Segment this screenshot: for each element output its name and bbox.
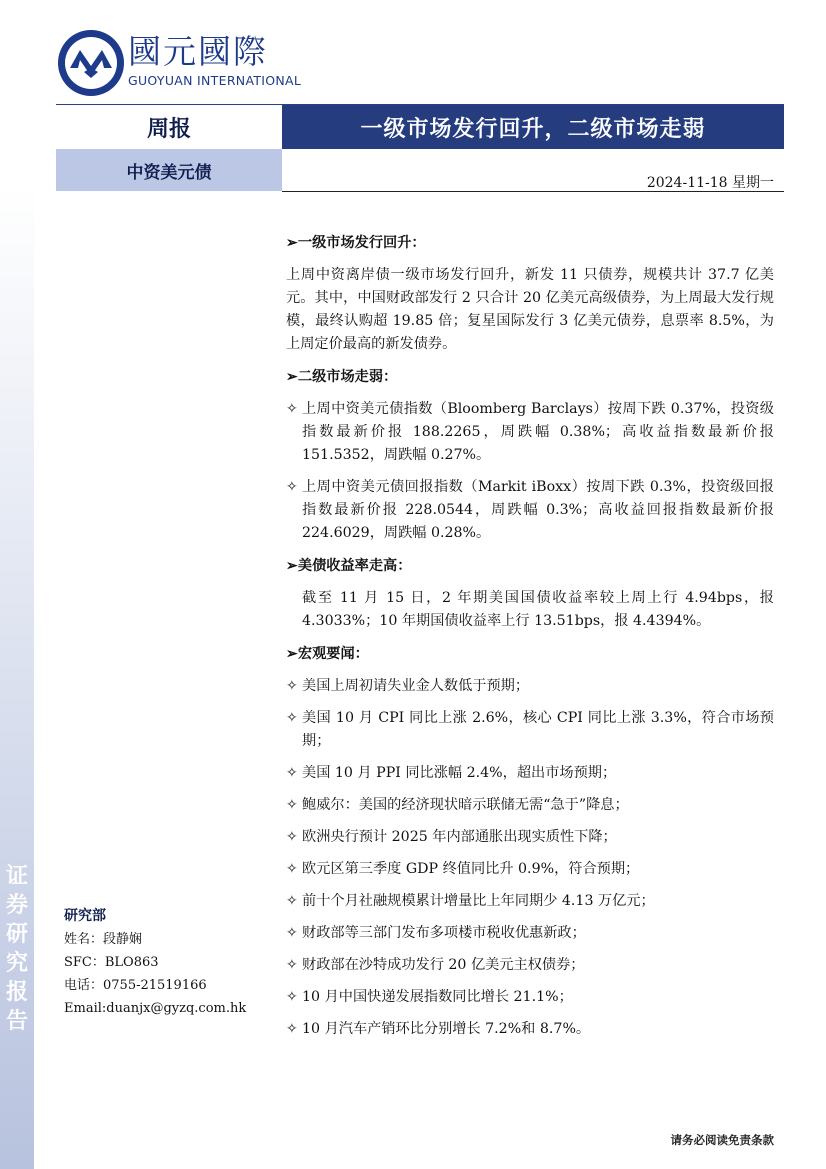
disclaimer-note: 请务必阅读免责条款 bbox=[670, 1133, 774, 1147]
list-item-text: 上周中资美元债回报指数（Markit iBoxx）按周下跌 0.3%，投资级回报指数最新价报 228.0544，周跌幅 0.3%；高收益回报指数最新价报 224.6029，周跌幅 0.28%。 bbox=[302, 479, 774, 541]
report-category: 中资美元债 bbox=[56, 149, 282, 191]
list-item bbox=[286, 922, 774, 945]
sidebar-char: 券 bbox=[5, 893, 28, 918]
bullet-icon: ✧ bbox=[286, 957, 298, 973]
sidebar-char: 研 bbox=[5, 922, 28, 947]
bullet-icon: ✧ bbox=[286, 678, 298, 694]
list-item bbox=[286, 954, 774, 977]
list-item-text: 上周中资美元债指数（Bloomberg Barclays）按周下跌 0.37%，投资级指数最新价报 188.2265，周跌幅 0.38%；高收益指数最新价报 151.5352，周跌幅 0.27%。 bbox=[302, 401, 774, 463]
section-macro-news bbox=[286, 643, 774, 1041]
section-secondary-market bbox=[286, 366, 774, 545]
author-name: 姓名：段静娴 bbox=[64, 932, 143, 947]
date-rule bbox=[282, 191, 784, 192]
list-item-text: 前十个月社融规模累计增量比上年同期少 4.13 万亿元； bbox=[302, 893, 655, 909]
section-primary-market bbox=[286, 232, 774, 356]
guoyuan-logo-icon bbox=[56, 28, 126, 98]
bullet-icon: ✧ bbox=[286, 829, 298, 845]
list-item bbox=[286, 762, 774, 785]
list-item bbox=[286, 858, 774, 881]
list-item-text: 美国 10 月 PPI 同比涨幅 2.4%，超出市场预期； bbox=[302, 765, 617, 781]
bullet-icon: ✧ bbox=[286, 401, 298, 417]
author-phone: 电话：0755-21519166 bbox=[64, 978, 207, 993]
list-item-text: 财政部在沙特成功发行 20 亿美元主权债券； bbox=[302, 957, 585, 973]
list-item-text: 10 月汽车产销环比分别增长 7.2%和 8.7%。 bbox=[302, 1021, 591, 1037]
list-item-text: 鲍威尔：美国的经济现状暗示联储无需“急于”降息； bbox=[302, 797, 629, 813]
sidebar-char: 报 bbox=[5, 980, 28, 1005]
section-heading: ➢一级市场发行回升： bbox=[286, 235, 426, 251]
bullet-icon: ✧ bbox=[286, 893, 298, 909]
bullet-icon: ✧ bbox=[286, 710, 298, 726]
list-item bbox=[286, 826, 774, 849]
paragraph: 截至 11 月 15 日，2 年期美国国债收益率较上周上行 4.94bps，报 4.3033%；10 年期国债收益率上行 13.51bps，报 4.4394%。 bbox=[302, 590, 774, 629]
list-item bbox=[286, 986, 774, 1009]
list-item bbox=[286, 890, 774, 913]
section-heading: ➢美债收益率走高： bbox=[286, 558, 412, 574]
list-item bbox=[286, 476, 774, 545]
bullet-icon: ✧ bbox=[286, 1021, 298, 1037]
sidebar-char: 告 bbox=[5, 1009, 28, 1034]
brand-name-cn: 國元國際 bbox=[128, 32, 268, 71]
bullet-icon: ✧ bbox=[286, 765, 298, 781]
list-item-text: 美国 10 月 CPI 同比上涨 2.6%，核心 CPI 同比上涨 3.3%，符合市场预期； bbox=[302, 710, 774, 749]
bullet-icon: ✧ bbox=[286, 479, 298, 495]
list-item-text: 欧洲央行预计 2025 年内部通胀出现实质性下降； bbox=[302, 829, 617, 845]
sidebar-label bbox=[4, 862, 30, 1036]
list-item bbox=[286, 794, 774, 817]
author-sfc: SFC：BLO863 bbox=[64, 955, 159, 970]
bullet-icon: ✧ bbox=[286, 989, 298, 1005]
list-item-text: 财政部等三部门发布多项楼市税收优惠新政； bbox=[302, 925, 586, 941]
bullet-icon: ✧ bbox=[286, 797, 298, 813]
main-content bbox=[286, 232, 774, 1051]
list-item bbox=[286, 675, 774, 698]
list-item-text: 欧元区第三季度 GDP 终值同比升 0.9%，符合预期； bbox=[302, 861, 640, 877]
report-type: 周报 bbox=[146, 115, 191, 142]
list-item bbox=[286, 1018, 774, 1041]
brand-name-en: GUOYUAN INTERNATIONAL bbox=[128, 73, 302, 88]
author-block bbox=[64, 905, 246, 1020]
paragraph: 上周中资离岸债一级市场发行回升，新发 11 只债券，规模共计 37.7 亿美元。其中，中国财政部发行 2 只合计 20 亿美元高级债券，为上周最大发行规模，最终认购超 19.85 倍；复星国际发行 3 亿美元债券，息票率 8.5%，为上周定价最高的新发债券。 bbox=[286, 267, 774, 352]
report-title: 一级市场发行回升，二级市场走弱 bbox=[282, 105, 784, 149]
author-department: 研究部 bbox=[64, 908, 106, 924]
section-heading: ➢二级市场走弱： bbox=[286, 369, 398, 385]
list-item bbox=[286, 707, 774, 753]
bullet-icon: ✧ bbox=[286, 925, 298, 941]
bullet-icon: ✧ bbox=[286, 861, 298, 877]
list-item-text: 10 月中国快递发展指数同比增长 21.1%； bbox=[302, 989, 573, 1005]
list-item-text: 美国上周初请失业金人数低于预期； bbox=[302, 678, 530, 694]
macro-news-list bbox=[286, 675, 774, 1041]
sidebar-char: 究 bbox=[5, 951, 28, 976]
sidebar-char: 证 bbox=[5, 864, 28, 889]
list-item bbox=[286, 398, 774, 467]
author-email: Email:duanjx@gyzq.com.hk bbox=[64, 1001, 247, 1016]
section-heading: ➢宏观要闻： bbox=[286, 646, 369, 662]
report-date: 2024-11-18 星期一 bbox=[646, 175, 774, 191]
section-treasury-yields bbox=[286, 555, 774, 633]
